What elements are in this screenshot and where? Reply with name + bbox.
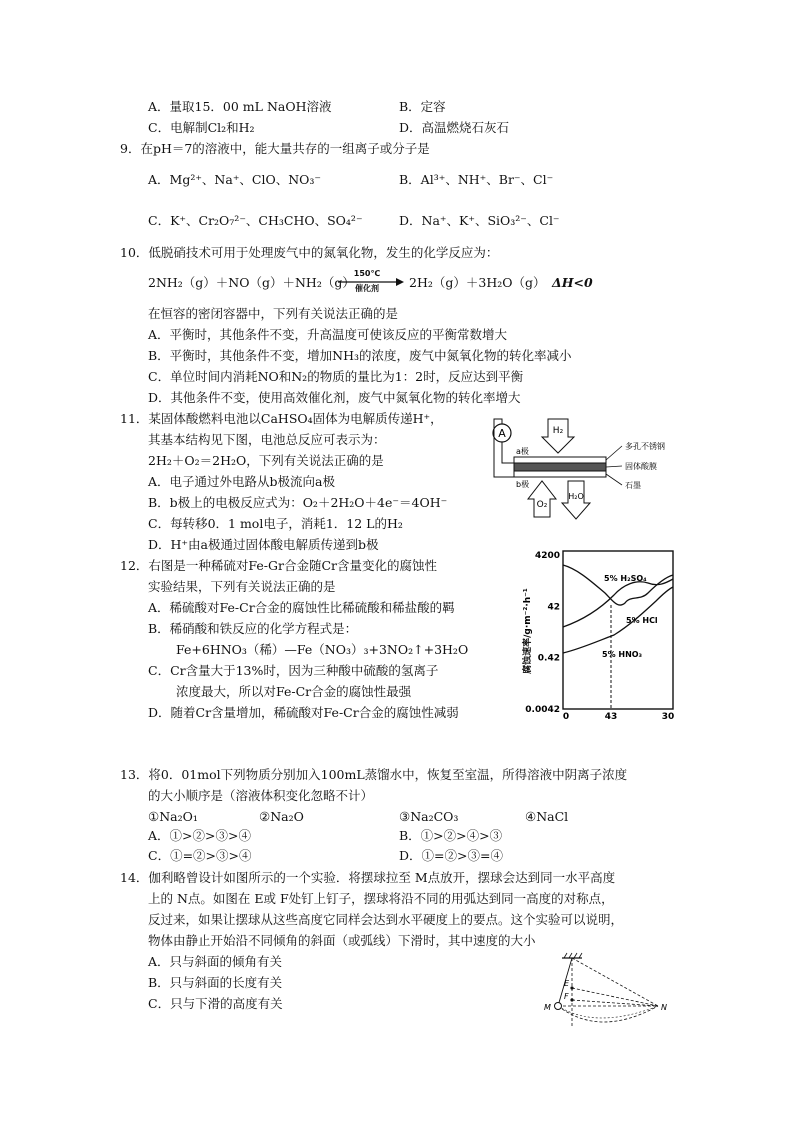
fuel-cell-diagram xyxy=(488,415,684,523)
ammeter-label: A xyxy=(498,427,506,440)
o2-label: O₂ xyxy=(536,500,548,510)
q10-lead: 在恒容的密闭容器中，下列有关说法正确的是 xyxy=(148,306,399,321)
chart-y-tick-label: 42 xyxy=(547,602,560,613)
q12-stem-2: 实验结果，下列有关说法正确的是 xyxy=(148,579,336,594)
q10-equation-left: 2NH₂（g）＋NO（g）＋NH₂（g） xyxy=(148,275,355,290)
q14-option-a: A．只与斜面的倾角有关 xyxy=(148,954,283,969)
q13-option-a: A．①>②>③>④ xyxy=(148,828,251,843)
q14-line-1: 14．伽利略曾设计如图所示的一个实验．将摆球拉至 M点放开，摆球会达到同一水平高度 xyxy=(120,870,616,885)
chart-legend-hcl: 5% HCl xyxy=(626,616,658,625)
q9-stem: 9．在pH＝7的溶液中，能大量共存的一组离子或分子是 xyxy=(120,141,430,156)
porous-steel-top xyxy=(514,457,606,463)
pole-b-label: b极 xyxy=(516,480,530,489)
q12-stem-1: 12．右图是一种稀硫对Fe-Gr合金随Cr含量变化的腐蚀性 xyxy=(120,558,438,573)
solid-acid-membrane xyxy=(514,463,606,471)
q10-option-d: D．其他条件不变，使用高效催化剂，废气中氮氧化物的转化率增大 xyxy=(148,390,521,405)
point-f-label: F xyxy=(564,992,569,1001)
chart-x-tick-label: 43 xyxy=(604,712,618,720)
graphite-layer xyxy=(514,471,606,477)
q12-option-d: D．随着Cr含量增加，稀硫酸对Fe-Cr合金的腐蚀性减弱 xyxy=(148,705,459,720)
q13-substance-2: ②Na₂O xyxy=(259,809,304,824)
q10-option-a: A．平衡时，其他条件不变，升高温度可使该反应的平衡常数增大 xyxy=(148,327,508,342)
q14-line-4: 物体由静止开始沿不同倾角的斜面（或弧线）下滑时，其中速度的大小 xyxy=(148,933,536,948)
pendulum-bob-icon xyxy=(555,1003,562,1010)
q10-arrow-condition-top: 150℃ xyxy=(353,269,381,278)
q14-line-2: 上的 N点。如图在 E或 F处钉上钉子，摆球将沿不同的用弧达到同一高度的对称点， xyxy=(148,891,614,906)
q13-option-d: D．①=②>③=④ xyxy=(399,848,503,863)
q8-option-b: B．定容 xyxy=(399,99,446,114)
q13-substance-1: ①Na₂O₁ xyxy=(148,809,198,824)
chart-y-axis-label: 腐蚀速率/g·m⁻²·h⁻¹ xyxy=(523,588,533,674)
q11-option-b: B．b极上的电极反应式为：O₂＋2H₂O＋4e⁻＝4OH⁻ xyxy=(148,495,448,510)
q10-stem: 10．低脱硝技术可用于处理废气中的氮氧化物，发生的化学反应为： xyxy=(120,245,499,260)
pole-a-label: a极 xyxy=(516,447,529,456)
q9-option-a: A．Mg²⁺、Na⁺、ClO、NO₃⁻ xyxy=(148,172,322,187)
h2-label: H₂ xyxy=(552,426,564,436)
q8-option-d: D．高温燃烧石灰石 xyxy=(399,120,510,135)
q10-arrow-condition-bottom: 催化剂 xyxy=(355,284,379,293)
q8-option-c: C．电解制Cl₂和H₂ xyxy=(148,120,255,135)
q14-line-3: 反过来，如果让摆球从这些高度它同样会达到水平硬度上的要点。这个实验可以说明， xyxy=(148,912,624,927)
q10-delta-h: ΔH<0 xyxy=(552,275,593,290)
point-m-label: M xyxy=(544,1003,551,1012)
q11-option-d: D．H⁺由a极通过固体酸电解质传递到b极 xyxy=(148,537,379,552)
corrosion-chart xyxy=(518,545,686,720)
solid-acid-label: 固体酸膜 xyxy=(625,462,657,471)
o2-inflow-arrow xyxy=(528,481,556,517)
q13-option-b: B．①>②>④>③ xyxy=(399,828,503,843)
chart-x-tick-label: 30 xyxy=(661,712,675,720)
chart-y-tick-label: 0.42 xyxy=(537,653,560,664)
q9-option-b: B．Al³⁺、NH⁺、Br⁻、Cl⁻ xyxy=(399,172,554,187)
chart-y-tick-label: 4200 xyxy=(534,551,560,561)
q14-option-b: B．只与斜面的长度有关 xyxy=(148,975,283,990)
chart-legend-h2so4: 5% H₂SO₄ xyxy=(604,574,647,583)
q9-option-d: D．Na⁺、K⁺、SiO₃²⁻、Cl⁻ xyxy=(399,213,560,228)
pendulum-diagram xyxy=(540,950,674,1038)
chart-x-tick-label: 0 xyxy=(562,712,570,720)
q14-option-c: C．只与下滑的高度有关 xyxy=(148,996,283,1011)
h2o-label: H₂O xyxy=(568,492,584,501)
q10-option-b: B．平衡时，其他条件不变，增加NH₃的浓度，废气中氮氧化物的转化率减小 xyxy=(148,348,572,363)
chart-legend-hno3: 5% HNO₃ xyxy=(602,650,643,659)
porous-steel-label: 多孔不锈钢 xyxy=(625,442,665,451)
q11-stem-2: 其基本结构见下图，电池总反应可表示为： xyxy=(148,432,386,447)
graphite-label: 石墨 xyxy=(625,481,641,490)
q8-option-a: A．量取15．00 mL NaOH溶液 xyxy=(148,99,332,114)
q13-stem-2: 的大小顺序是（溶液体积变化忽略不计） xyxy=(148,788,374,803)
q13-substance-3: ③Na₂CO₃ xyxy=(399,809,459,824)
q13-stem-1: 13．将0．01mol下列物质分别加入100mL蒸馏水中，恢复至室温，所得溶液中阴离子浓度 xyxy=(120,767,628,782)
point-n-label: N xyxy=(661,1003,667,1012)
q11-stem-1: 11．某固体酸燃料电池以CaHSO₄固体为电解质传递H⁺， xyxy=(120,411,443,426)
q13-option-c: C．①=②>③>④ xyxy=(148,848,252,863)
q9-option-c: C．K⁺、Cr₂O₇²⁻、CH₃CHO、SO₄²⁻ xyxy=(148,213,363,228)
q11-option-a: A．电子通过外电路从b极流向a极 xyxy=(148,474,335,489)
q12-option-a: A．稀硫酸对Fe-Cr合金的腐蚀性比稀硫酸和稀盐酸的羁 xyxy=(148,600,455,615)
q10-reaction-arrow xyxy=(338,269,404,295)
ceiling-hatch-icon xyxy=(564,953,582,958)
q10-option-c: C．单位时间内消耗NO和N₂的物质的量比为1：2时，反应达到平衡 xyxy=(148,369,524,384)
h2-inflow-arrow xyxy=(542,419,574,453)
q11-option-c: C．每转移0．1 mol电子，消耗1．12 L的H₂ xyxy=(148,516,403,531)
chart-y-tick-label: 0.0042 xyxy=(525,705,560,715)
q12-option-c-line2: 浓度最大，所以对Fe-Cr合金的腐蚀性最强 xyxy=(176,684,412,699)
q11-stem-3: 2H₂＋O₂＝2H₂O，下列有关说法正确的是 xyxy=(148,453,384,468)
q13-substance-4: ④NaCl xyxy=(525,809,569,824)
q12-option-c-line1: C．Cr含量大于13%时，因为三种酸中硫酸的氢离子 xyxy=(148,663,439,678)
q12-option-b-equation: Fe+6HNO₃（稀）—Fe（NO₃）₃+3NO₂↑+3H₂O xyxy=(176,642,469,657)
point-e-label: E xyxy=(564,979,570,988)
q12-option-b: B．稀硝酸和铁反应的化学方程式是： xyxy=(148,621,358,636)
q10-equation-right: 2H₂（g）＋3H₂O（g） xyxy=(409,275,546,290)
